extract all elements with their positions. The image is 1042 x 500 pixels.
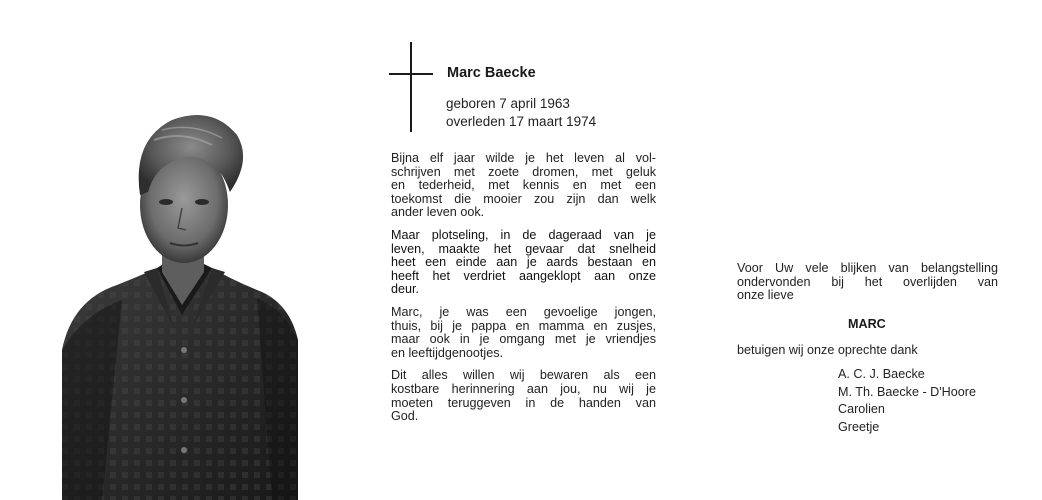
signer: Greetje <box>838 419 880 434</box>
signer: M. Th. Baecke - D'Hoore <box>838 384 976 399</box>
death-date: overleden 17 maart 1974 <box>446 114 597 129</box>
thanks-line: onze lieve <box>737 288 794 303</box>
text-line: en tederheid, met kennis en met een <box>391 178 656 193</box>
text-line: heeft het verdriet aangeklopt aan onze <box>391 268 656 283</box>
text-line: thuis, bij je pappa en mamma en zusjes, <box>391 318 656 333</box>
thanks-text <box>737 262 998 303</box>
deceased-name: Marc Baecke <box>447 65 536 81</box>
text-line: toekomst die mooier zou zijn dan welk <box>391 191 656 206</box>
paragraph-3 <box>391 306 656 360</box>
thanks-name: MARC <box>848 317 886 331</box>
text-line: moeten teruggeven in de handen van <box>391 395 656 410</box>
life-dates <box>446 95 596 131</box>
portrait-photo <box>62 100 298 500</box>
signer: Carolien <box>838 402 885 416</box>
text-line: en leeftijdgenootjes. <box>391 345 504 360</box>
text-line: Bijna elf jaar wilde je het leven al vol- <box>391 151 656 165</box>
text-line: God. <box>391 409 419 424</box>
text-line: leven, maakte het gevaar dat snelheid <box>391 241 656 256</box>
paragraph-2 <box>391 229 656 297</box>
signer: A. C. J. Baecke <box>838 367 925 381</box>
text-line: maar ook in je omgang met je vriendjes <box>391 332 656 347</box>
text-line: heet een einde aan je aards bestaan en <box>391 255 656 270</box>
thanks-line: ondervonden bij het overlijden van <box>737 274 998 289</box>
text-line: Maar plotseling, in de dageraad van je <box>391 227 656 242</box>
text-line: kostbare herinnering aan jou, nu wij je <box>391 381 656 396</box>
cross-icon <box>410 42 412 132</box>
memorial-text <box>391 152 656 433</box>
text-line: deur. <box>391 282 420 297</box>
cross-icon-bar <box>389 73 433 75</box>
birth-date: geboren 7 april 1963 <box>446 96 570 111</box>
thanks-line: Voor Uw vele blijken van belangstelling <box>737 261 998 275</box>
text-line: Marc, je was een gevoelige jongen, <box>391 304 656 319</box>
text-line: schrijven met zoete dromen, met geluk <box>391 164 656 179</box>
paragraph-1 <box>391 152 656 220</box>
signers-list <box>838 366 976 436</box>
text-line: Dit alles willen wij bewaren als een <box>391 368 656 383</box>
text-line: ander leven ook. <box>391 205 485 220</box>
paragraph-4 <box>391 369 656 423</box>
thanks-closing: betuigen wij onze oprechte dank <box>737 343 918 357</box>
